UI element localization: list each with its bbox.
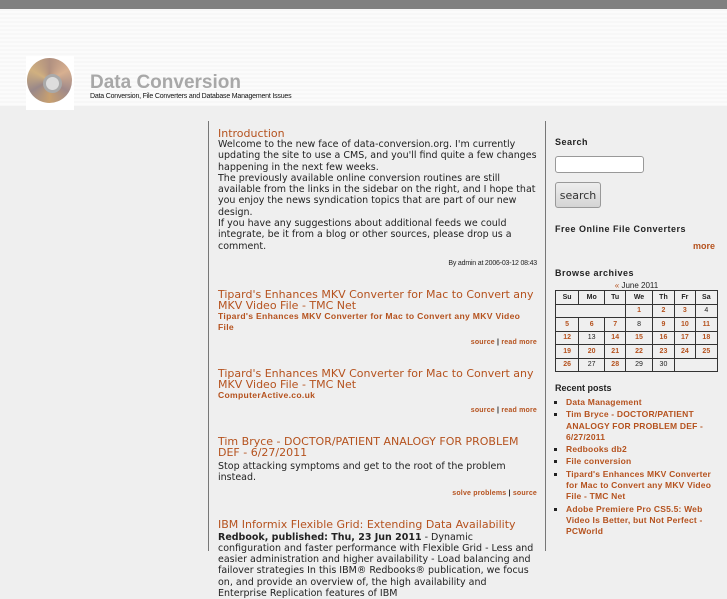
day-link[interactable]: 9 bbox=[661, 320, 666, 328]
calendar-day[interactable] bbox=[675, 318, 696, 332]
day-link[interactable]: 3 bbox=[682, 307, 687, 315]
calendar-day[interactable] bbox=[605, 358, 626, 372]
recent-post-link[interactable]: Redbooks db2 bbox=[566, 444, 627, 455]
weekday-header: Th bbox=[652, 291, 674, 305]
calendar-day[interactable] bbox=[605, 318, 626, 332]
calendar-day[interactable] bbox=[675, 345, 696, 359]
day-link[interactable]: 12 bbox=[563, 334, 571, 342]
prev-month-link[interactable]: « bbox=[614, 281, 620, 290]
day-link[interactable]: 10 bbox=[680, 320, 689, 328]
post: Tipard's Enhances MKV Converter for Mac to Convert any MKV Video File - TMC Net ComputerActive.co.uk source | read more bbox=[218, 366, 537, 414]
recent-post-link[interactable]: File conversion bbox=[566, 456, 632, 467]
post-paragraph: Welcome to the new face of data-conversion.org. I'm currently updating the site to use a CMS, and you'll find quite a few changes happening in the next few weeks. bbox=[218, 139, 537, 173]
more-link[interactable]: more bbox=[692, 241, 715, 251]
post-paragraph: If you have any suggestions about additional feeds we could integrate, be it from a blog or other sources, please drop us a comment. bbox=[218, 218, 512, 252]
search-input[interactable] bbox=[555, 156, 644, 173]
post-subtitle: ComputerActive.co.uk bbox=[218, 389, 316, 400]
calendar-day: 30 bbox=[652, 358, 674, 372]
site-title[interactable]: Data Conversion bbox=[90, 72, 241, 93]
recent-post-item bbox=[566, 469, 720, 503]
calendar-day[interactable] bbox=[556, 318, 579, 332]
day-link[interactable]: 6 bbox=[589, 320, 594, 328]
calendar-day[interactable] bbox=[695, 318, 717, 332]
source-link[interactable]: source bbox=[470, 406, 495, 414]
post: Tim Bryce - DOCTOR/PATIENT ANALOGY FOR PROBLEM DEF - 6/27/2011 Stop attacking symptoms and get to the root of the problem instead. solve problems | source bbox=[218, 434, 537, 497]
day-link[interactable]: 26 bbox=[563, 361, 571, 369]
calendar-day: 29 bbox=[626, 358, 653, 372]
main-content bbox=[208, 121, 546, 599]
day-link[interactable]: 23 bbox=[659, 347, 668, 355]
calendar-day[interactable] bbox=[579, 318, 605, 332]
weekday-header: Fr bbox=[675, 291, 696, 305]
weekday-header: Mo bbox=[579, 291, 605, 305]
calendar-day[interactable] bbox=[652, 331, 674, 345]
recent-posts-list bbox=[555, 397, 720, 538]
post-title[interactable]: Tim Bryce - DOCTOR/PATIENT ANALOGY FOR PROBLEM DEF - 6/27/2011 bbox=[218, 434, 519, 459]
calendar-day[interactable] bbox=[626, 345, 653, 359]
calendar-day: 8 bbox=[626, 318, 653, 332]
calendar-day[interactable] bbox=[556, 358, 579, 372]
calendar-day[interactable] bbox=[652, 318, 674, 332]
post-text: Stop attacking symptoms and get to the root of the problem instead. bbox=[218, 460, 506, 484]
recent-post-item bbox=[566, 409, 720, 443]
recent-post-link[interactable]: Tim Bryce - DOCTOR/PATIENT ANALOGY FOR PROBLEM DEF - 6/27/2011 bbox=[566, 409, 704, 442]
calendar-empty bbox=[675, 358, 718, 372]
calendar-day[interactable] bbox=[675, 304, 696, 318]
day-link[interactable]: 18 bbox=[702, 334, 711, 342]
calendar-day[interactable] bbox=[579, 345, 605, 359]
recent-post-item bbox=[566, 504, 720, 538]
calendar-caption bbox=[555, 281, 718, 290]
calendar-day[interactable] bbox=[605, 345, 626, 359]
calendar-day[interactable] bbox=[695, 345, 717, 359]
archive-calendar bbox=[555, 290, 718, 372]
post-title[interactable]: Tipard's Enhances MKV Converter for Mac to Convert any MKV Video File - TMC Net bbox=[218, 366, 534, 391]
recent-post-item bbox=[566, 456, 720, 467]
post-body: - Dynamic configuration and faster performance with Flexible Grid - Less and easier administration and higher availability - Load balancing and failover strategies In this IBM® Redbooks® publication, we focus on, and provide an overview of, the high availability and Enterprise Replication features of IBM bbox=[218, 531, 534, 599]
day-link[interactable]: 5 bbox=[565, 320, 570, 328]
read-more-link[interactable]: read more bbox=[501, 406, 537, 414]
recent-post-link[interactable]: Tipard's Enhances MKV Converter for Mac to Convert any MKV Video File - TMC Net bbox=[566, 468, 712, 502]
sidebar bbox=[555, 137, 720, 539]
day-link[interactable]: 24 bbox=[680, 347, 689, 355]
calendar-day[interactable] bbox=[695, 331, 717, 345]
post-title[interactable]: IBM Informix Flexible Grid: Extending Data Availability bbox=[218, 517, 516, 531]
calendar-day: 4 bbox=[695, 304, 717, 318]
calendar-day[interactable] bbox=[556, 345, 579, 359]
calendar-day[interactable] bbox=[652, 345, 674, 359]
post-introduction bbox=[218, 128, 537, 267]
weekday-header: Sa bbox=[695, 291, 717, 305]
source-link[interactable]: source bbox=[512, 489, 537, 497]
calendar-empty bbox=[556, 304, 626, 318]
day-link[interactable]: 20 bbox=[587, 347, 596, 355]
recent-post-item bbox=[566, 397, 720, 408]
post-title[interactable]: Introduction bbox=[218, 127, 285, 140]
post-meta: By admin at 2006-03-12 08:43 bbox=[448, 259, 537, 267]
top-bar bbox=[0, 0, 727, 9]
recent-post-link[interactable]: Adobe Premiere Pro CS5.5: Web Video Is Better, but Not Perfect - PCWorld bbox=[566, 503, 703, 537]
post-title[interactable]: Tipard's Enhances MKV Converter for Mac to Convert any MKV Video File - TMC Net bbox=[218, 287, 534, 312]
calendar-day[interactable] bbox=[556, 331, 579, 345]
recent-post-item bbox=[566, 444, 720, 455]
calendar-day[interactable] bbox=[626, 304, 653, 318]
weekday-header: We bbox=[626, 291, 653, 305]
search-button[interactable]: search bbox=[555, 182, 601, 208]
post bbox=[218, 519, 537, 599]
converters-heading: Free Online File Converters bbox=[555, 224, 687, 234]
weekday-header: Tu bbox=[605, 291, 626, 305]
cd-logo-icon[interactable] bbox=[26, 56, 74, 110]
read-more-link[interactable]: read more bbox=[501, 338, 537, 346]
recent-heading: Recent posts bbox=[555, 383, 612, 393]
day-link[interactable]: 11 bbox=[702, 320, 711, 328]
source-link[interactable]: source bbox=[470, 338, 495, 346]
day-link[interactable]: 25 bbox=[702, 347, 711, 355]
weekday-header: Su bbox=[556, 291, 579, 305]
day-link[interactable]: 19 bbox=[563, 347, 571, 355]
calendar-day[interactable] bbox=[626, 331, 653, 345]
day-link[interactable]: 17 bbox=[680, 334, 689, 342]
archives-heading: Browse archives bbox=[555, 268, 635, 278]
day-link[interactable]: 7 bbox=[613, 320, 618, 328]
calendar-day: 13 bbox=[579, 331, 605, 345]
calendar-day[interactable] bbox=[652, 304, 674, 318]
recent-post-link[interactable]: Data Management bbox=[566, 397, 642, 407]
search-heading: Search bbox=[555, 137, 589, 147]
day-link[interactable]: 1 bbox=[637, 307, 641, 315]
post-paragraph: The previously available online conversion routines are still available from the links in the sidebar on the right, and I hope that you enjoy the news syndication topics that are part of our new design. bbox=[218, 172, 536, 218]
day-link[interactable]: 22 bbox=[635, 347, 643, 355]
day-link[interactable]: 15 bbox=[635, 334, 643, 342]
post-subtitle: Tipard's Enhances MKV Converter for Mac to Convert any MKV Video File bbox=[218, 310, 521, 332]
calendar-month: June 2011 bbox=[621, 281, 659, 290]
day-link[interactable]: 14 bbox=[611, 334, 620, 342]
calendar-day[interactable] bbox=[605, 331, 626, 345]
day-link[interactable]: 2 bbox=[661, 307, 666, 315]
post-bold-text: Redbook, published: Thu, 23 Jun 2011 bbox=[218, 531, 422, 543]
site-subtitle: Data Conversion, File Converters and Database Management Issues bbox=[90, 93, 292, 100]
day-link[interactable]: 16 bbox=[659, 334, 668, 342]
day-link[interactable]: 28 bbox=[611, 361, 620, 369]
day-link[interactable]: 21 bbox=[611, 347, 620, 355]
calendar-day: 27 bbox=[579, 358, 605, 372]
post-text bbox=[218, 532, 537, 599]
post: Tipard's Enhances MKV Converter for Mac to Convert any MKV Video File - TMC Net Tipard's Enhances MKV Converter for Mac to Convert any MKV Video File source | read more bbox=[218, 287, 537, 346]
calendar-day[interactable] bbox=[675, 331, 696, 345]
solve-problems-link[interactable]: solve problems bbox=[452, 489, 507, 497]
